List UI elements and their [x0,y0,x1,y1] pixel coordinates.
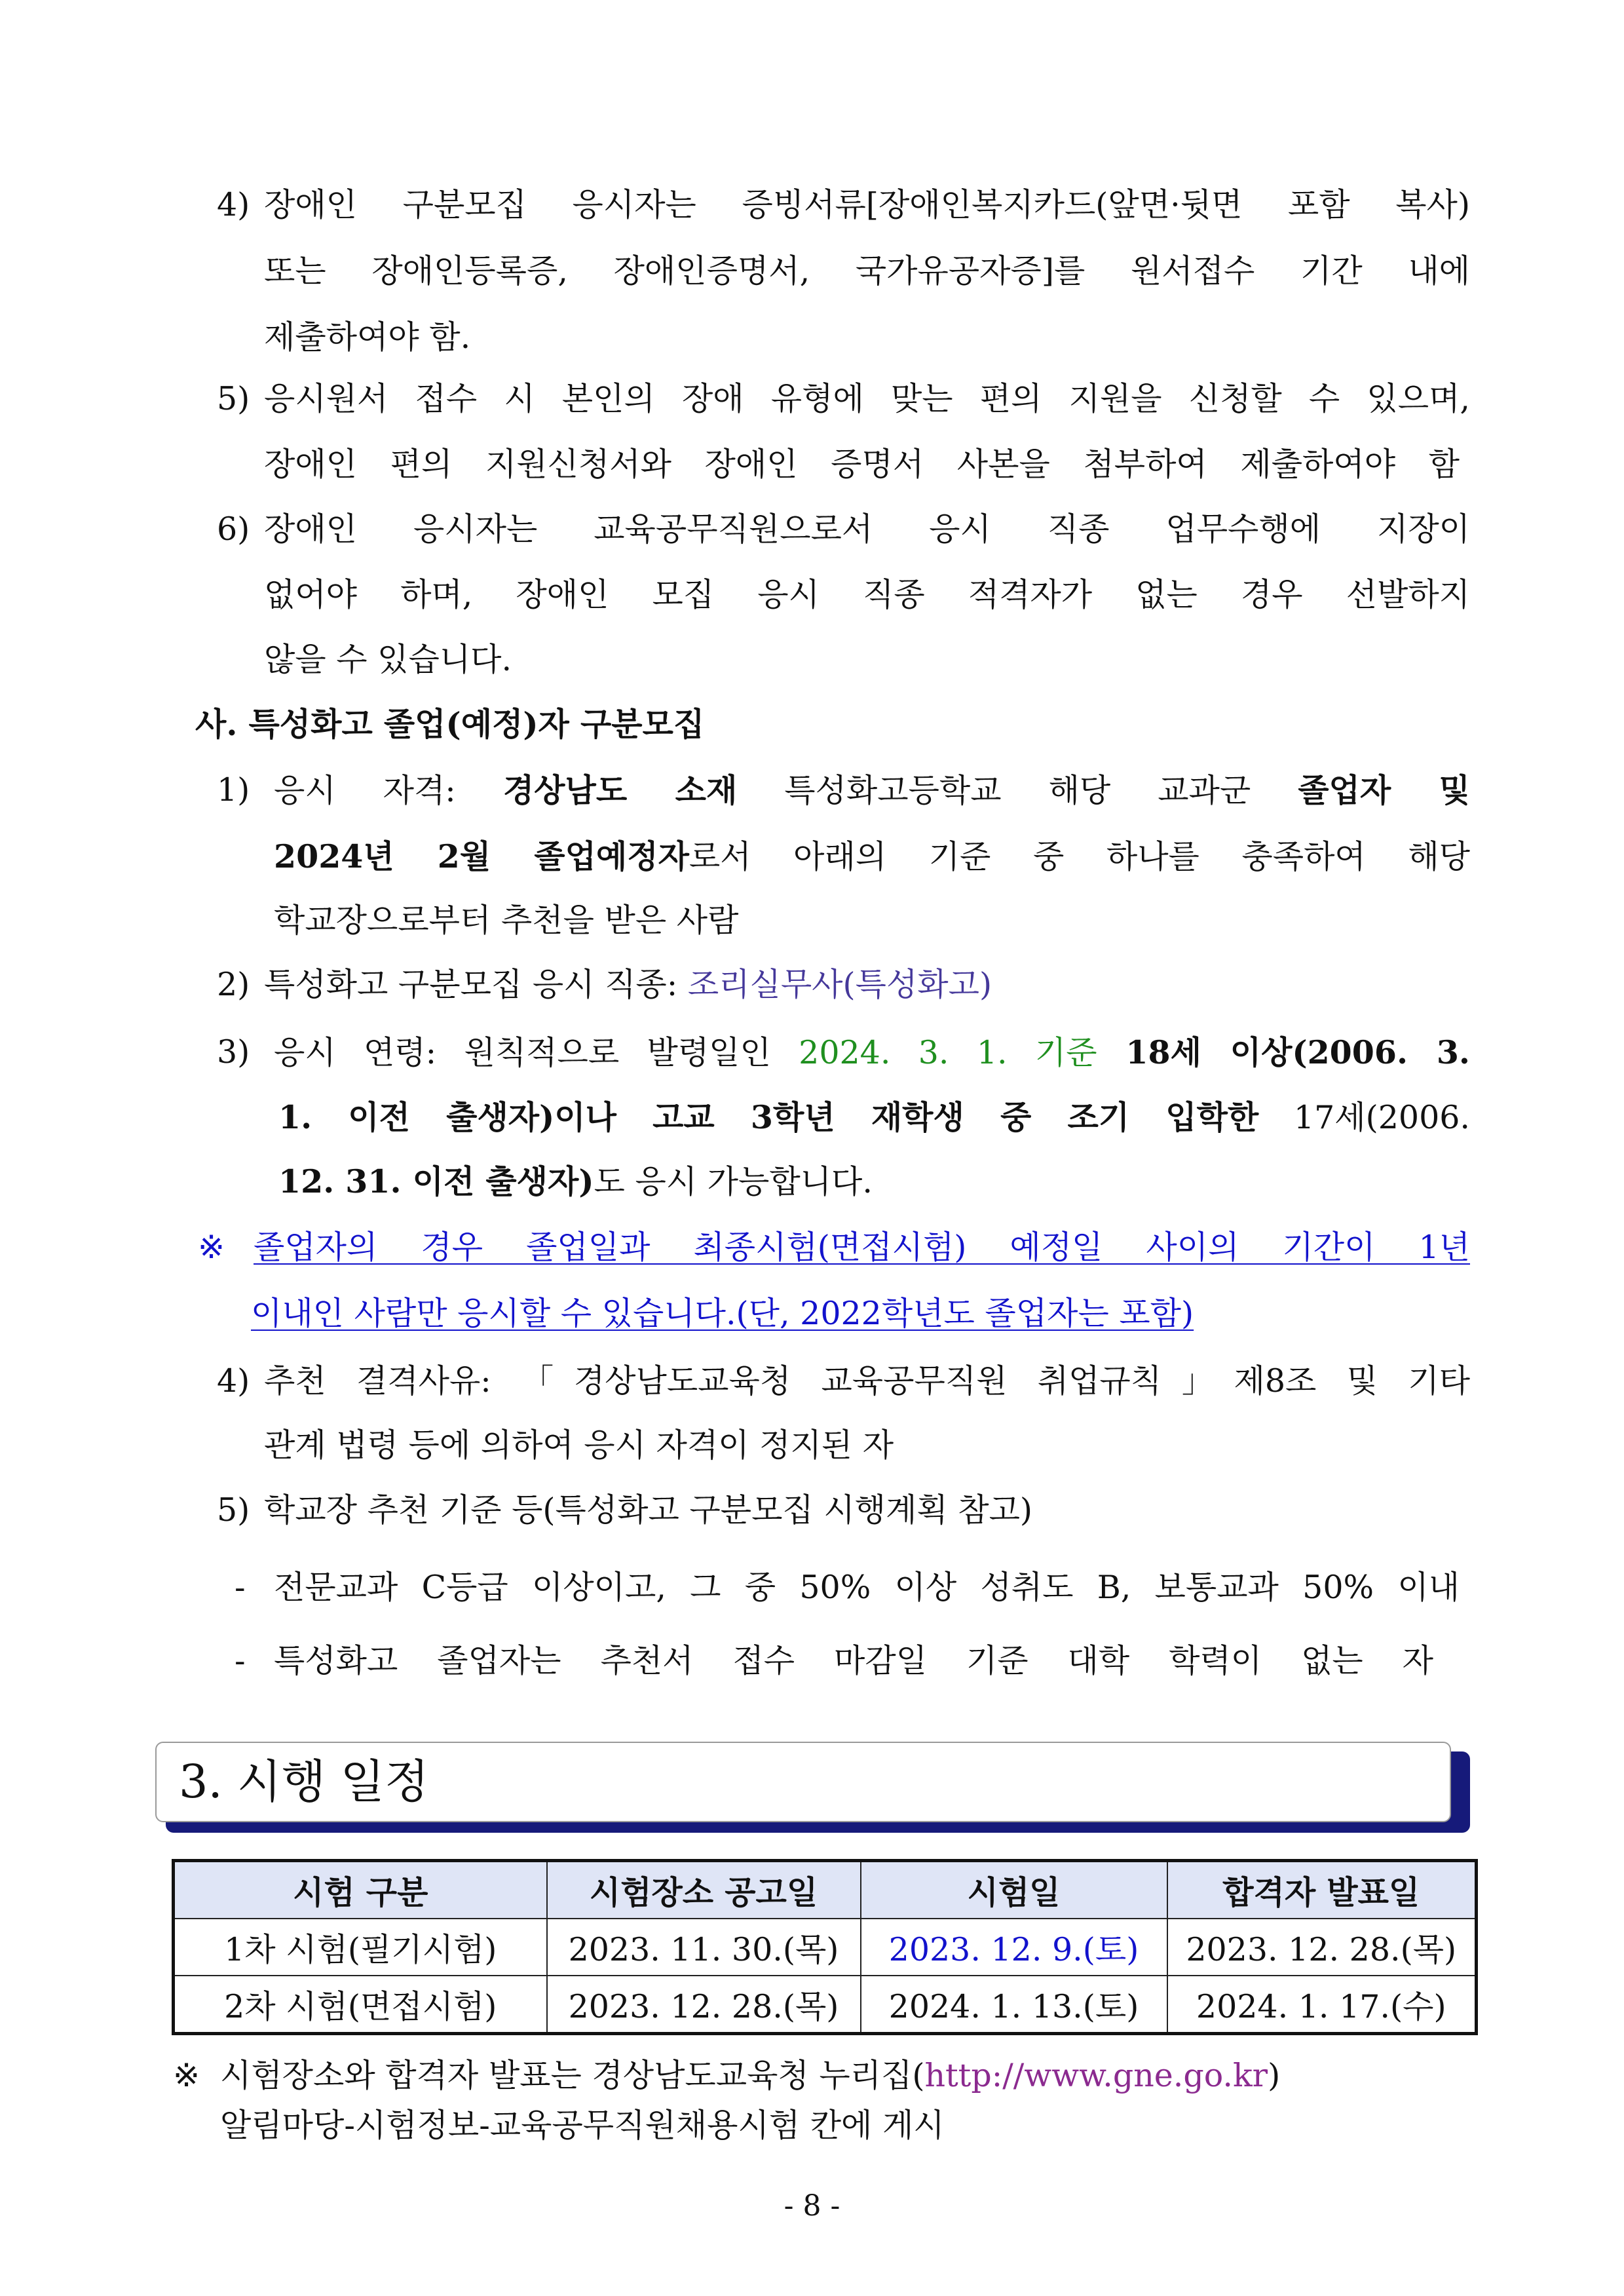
disability-item-4-line-2: 또는 장애인등록증, 장애인증명서, 국가유공자증]를 원서접수 기간 내에 [264,252,1470,290]
disability-item-5-line-2: 장애인 편의 지원신청서와 장애인 증명서 사본을 첨부하여 제출하여야 함 [264,446,1460,483]
specialized-item-4-marker: 4) [217,1362,250,1400]
specialized-item-2-line [264,952,992,1018]
specialized-item-3-marker: 3) [217,1033,250,1071]
disability-item-5-marker: 5) [217,380,250,417]
job-type-label: 특성화고 구분모집 응시 직종: [264,966,688,1003]
expected-graduate-emphasis: 2024년 2월 졸업예정자 [274,837,689,875]
specialized-item-3-line-3 [278,1149,873,1214]
criteria-1-marker: - [235,1569,246,1606]
reference-date: 2024. 3. 1. 기준 [799,1034,1097,1071]
criteria-1-text: 전문교과 C등급 이상이고, 그 중 50% 이상 성취도 B, 보통교과 50% 이내 [274,1569,1460,1606]
table-cell: 1차 시험(필기시험) [174,1919,547,1976]
table-cell: 2023. 12. 28.(목) [1167,1919,1477,1976]
age-17-text: 17세(2006. [1258,1099,1471,1136]
criteria-2-text: 특성화고 졸업자는 추천서 접수 마감일 기준 대학 학력이 없는 자 [274,1642,1433,1679]
early-admission-text: 1. 이전 출생자)이나 고교 3학년 재학생 중 조기 입학한 [278,1098,1259,1136]
header-exam-date: 시험일 [861,1861,1167,1919]
table-cell: 2024. 1. 17.(수) [1167,1976,1477,2034]
header-venue-announcement: 시험장소 공고일 [547,1861,861,1919]
birth-date-cutoff: 12. 31. 이전 출생자) [278,1162,594,1200]
criteria-2-marker: - [235,1642,246,1679]
age-requirement: 18세 이상(2006. 3. [1097,1033,1470,1071]
website-link[interactable]: http://www.gne.go.kr [924,2057,1268,2094]
schedule-note-line-1 [220,2051,1280,2101]
schedule-note-line-2: 알림마당-시험정보-교육공무직원채용시험 칸에 게시 [220,2107,945,2144]
schedule-table [172,1859,1478,2035]
table-row [174,1919,1477,1976]
table-cell: 2차 시험(면접시험) [174,1976,547,2034]
specialized-item-1-line-3: 학교장으로부터 추천을 받은 사람 [274,902,739,939]
specialized-item-5-text: 학교장 추천 기준 등(특성화고 구분모집 시행계획 참고) [264,1491,1033,1529]
graduate-emphasis: 졸업자 및 [1298,771,1470,809]
specialized-item-3-line-1 [274,1020,1470,1085]
table-cell: 2023. 12. 28.(목) [547,1976,861,2034]
specialized-item-4-line-2: 관계 법령 등에 의하여 응시 자격이 정지된 자 [264,1426,894,1464]
specialized-item-1-line-1 [274,757,1470,823]
graduate-note-line-2: 이내인 사람만 응시할 수 있습니다.(단, 2022학년도 졸업자는 포함) [251,1295,1194,1332]
table-cell: 2023. 11. 30.(목) [547,1919,861,1976]
header-exam-type: 시험 구분 [174,1861,547,1919]
section-title-box [155,1742,1451,1822]
graduate-note-line-1: 졸업자의 경우 졸업일과 최종시험(면접시험) 예정일 사이의 기간이 1년 [254,1229,1470,1266]
disability-item-4-line-1: 장애인 구분모집 응시자는 증빙서류[장애인복지카드(앞면·뒷면 포함 복사) [264,186,1470,223]
disability-item-6-line-1: 장애인 응시자는 교육공무직원으로서 응시 직종 업무수행에 지장이 [264,510,1470,548]
eligibility-text: 특성화고등학교 해당 교과군 [737,772,1298,809]
eligibility-statement: 도 응시 가능합니다. [594,1163,873,1200]
eligibility-label: 응시 자격: [274,772,503,809]
table-header-row [174,1861,1477,1919]
table-cell-highlight: 2023. 12. 9.(토) [861,1919,1167,1976]
specialized-item-1-line-2 [274,824,1470,889]
graduate-note-marker: ※ [198,1229,225,1266]
disability-item-4-marker: 4) [217,186,250,223]
age-label: 응시 연령: 원칙적으로 발령일인 [274,1034,799,1071]
disability-item-6-line-3: 않을 수 있습니다. [264,641,512,678]
table-row [174,1976,1477,2034]
eligibility-criteria-text: 로서 아래의 기준 중 하나를 충족하여 해당 [689,838,1470,875]
table-cell: 2024. 1. 13.(토) [861,1976,1167,2034]
specialized-item-5-marker: 5) [217,1491,250,1529]
page-number: - 8 - [784,2189,840,2223]
job-type-value: 조리실무사(특성화고) [687,966,992,1003]
disability-item-5-line-1: 응시원서 접수 시 본인의 장애 유형에 맞는 편의 지원을 신청할 수 있으며, [264,380,1470,417]
specialized-item-4-line-1: 추천 결격사유: 「경상남도교육청 교육공무직원 취업규칙」제8조 및 기타 [264,1362,1470,1400]
disability-item-4-line-3: 제출하여야 함. [264,318,471,356]
header-result-date: 합격자 발표일 [1167,1861,1477,1919]
schedule-note-marker: ※ [173,2057,200,2094]
section-heading-specialized: 사. 특성화고 졸업(예정)자 구분모집 [195,705,705,743]
schedule-note-paren: ) [1268,2057,1281,2094]
schedule-note-text: 시험장소와 합격자 발표는 경상남도교육청 누리집( [220,2057,925,2094]
specialized-item-2-marker: 2) [217,966,250,1003]
section-title-schedule: 3. 시행 일정 [179,1755,429,1808]
disability-item-6-marker: 6) [217,510,250,548]
region-emphasis: 경상남도 소재 [502,771,738,809]
specialized-item-3-line-2 [278,1084,1470,1150]
specialized-item-1-marker: 1) [217,771,250,809]
disability-item-6-line-2: 없어야 하며, 장애인 모집 응시 직종 적격자가 없는 경우 선발하지 [264,576,1470,613]
